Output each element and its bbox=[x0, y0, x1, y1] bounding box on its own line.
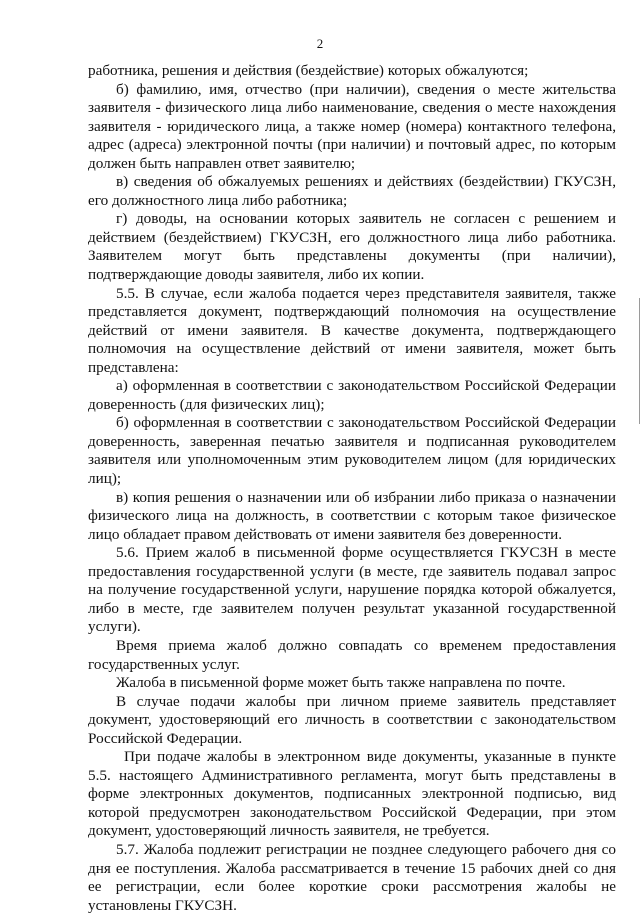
paragraph-item-v-appointment-copy: в) копия решения о назначении или об избрании либо приказа о назначении физического лица на должность, в соответствии с которым такое физическое лицо обладает правом действовать от имени заявителя без доверенности. bbox=[88, 488, 616, 543]
paragraph-5-7: 5.7. Жалоба подлежит регистрации не позднее следующего рабочего дня со дня ее поступления. Жалоба рассматривается в течение 15 рабочих дней со дня ее регистрации, если более короткие сроки рассмотрения жалобы не установлены ГКУСЗН. bbox=[88, 840, 616, 914]
paragraph-5-5: 5.5. В случае, если жалоба подается через представителя заявителя, также представляется документ, подтверждающий полномочия на осуществление действий от имени заявителя. В качестве документа, подтверждающего полномочия на осуществление действий от имени заявителя, может быть представлена: bbox=[88, 284, 616, 376]
paragraph-reception-time: Время приема жалоб должно совпадать со временем предоставления государственных услуг. bbox=[88, 636, 616, 673]
paragraph-continuation: работника, решения и действия (бездействие) которых обжалуются; bbox=[88, 62, 529, 79]
page-number: 2 bbox=[316, 36, 324, 51]
paragraph-electronic-submission: При подаче жалобы в электронном виде документы, указанные в пункте 5.5. настоящего Административного регламента, могут быть представлены в форме электронных документов, подписанных электронной подписью, вид которой предусмотрен законодательством Российской Федерации, при этом документ, удостоверяющий личность заявителя, не требуется. bbox=[88, 748, 616, 840]
paragraph-item-g-arguments: г) доводы, на основании которых заявитель не согласен с решением и действием (бездействием) ГКУСЗН, его должностного лица либо работника. Заявителем могут быть представлены документы (при наличии), подтверждающие доводы заявителя, либо их копии. bbox=[88, 210, 616, 284]
paragraph-5-6: 5.6. Прием жалоб в письменной форме осуществляется ГКУСЗН в месте предоставления государственной услуги (в месте, где заявитель подавал запрос на получение государственной услуги, нарушение порядка которой обжалуется, либо в месте, где заявителем получен результат указанной государственной услуги). bbox=[88, 544, 616, 636]
paragraph-item-b-power-of-attorney-legal: б) оформленная в соответствии с законодательством Российской Федерации доверенность, заверенная печатью заявителя и подписанная руководителем заявителя или уполномоченным этим руководителем лицом (для юридических лиц); bbox=[88, 414, 616, 488]
document-body bbox=[88, 62, 616, 915]
paragraph-personal-reception: В случае подачи жалобы при личном приеме заявитель представляет документ, удостоверяющий его личность в соответствии с законодательством Российской Федерации. bbox=[88, 692, 616, 747]
paragraph-item-v-appealed-decisions: в) сведения об обжалуемых решениях и действиях (бездействии) ГКУСЗН, его должностного лица либо работника; bbox=[88, 173, 616, 209]
paragraph-item-b-applicant-details: б) фамилию, имя, отчество (при наличии), сведения о месте жительства заявителя - физического лица либо наименование, сведения о месте нахождения заявителя - юридического лица, а также номер (номера) контактного телефона, адрес (адреса) электронной почты (при наличии) и почтовый адрес, по которым должен быть направлен ответ заявителю; bbox=[88, 80, 616, 172]
paragraph-by-post: Жалоба в письменной форме может быть также направлена по почте. bbox=[116, 674, 566, 692]
paragraph-item-a-power-of-attorney-individuals: а) оформленная в соответствии с законодательством Российской Федерации доверенность (для физических лиц); bbox=[88, 377, 616, 413]
